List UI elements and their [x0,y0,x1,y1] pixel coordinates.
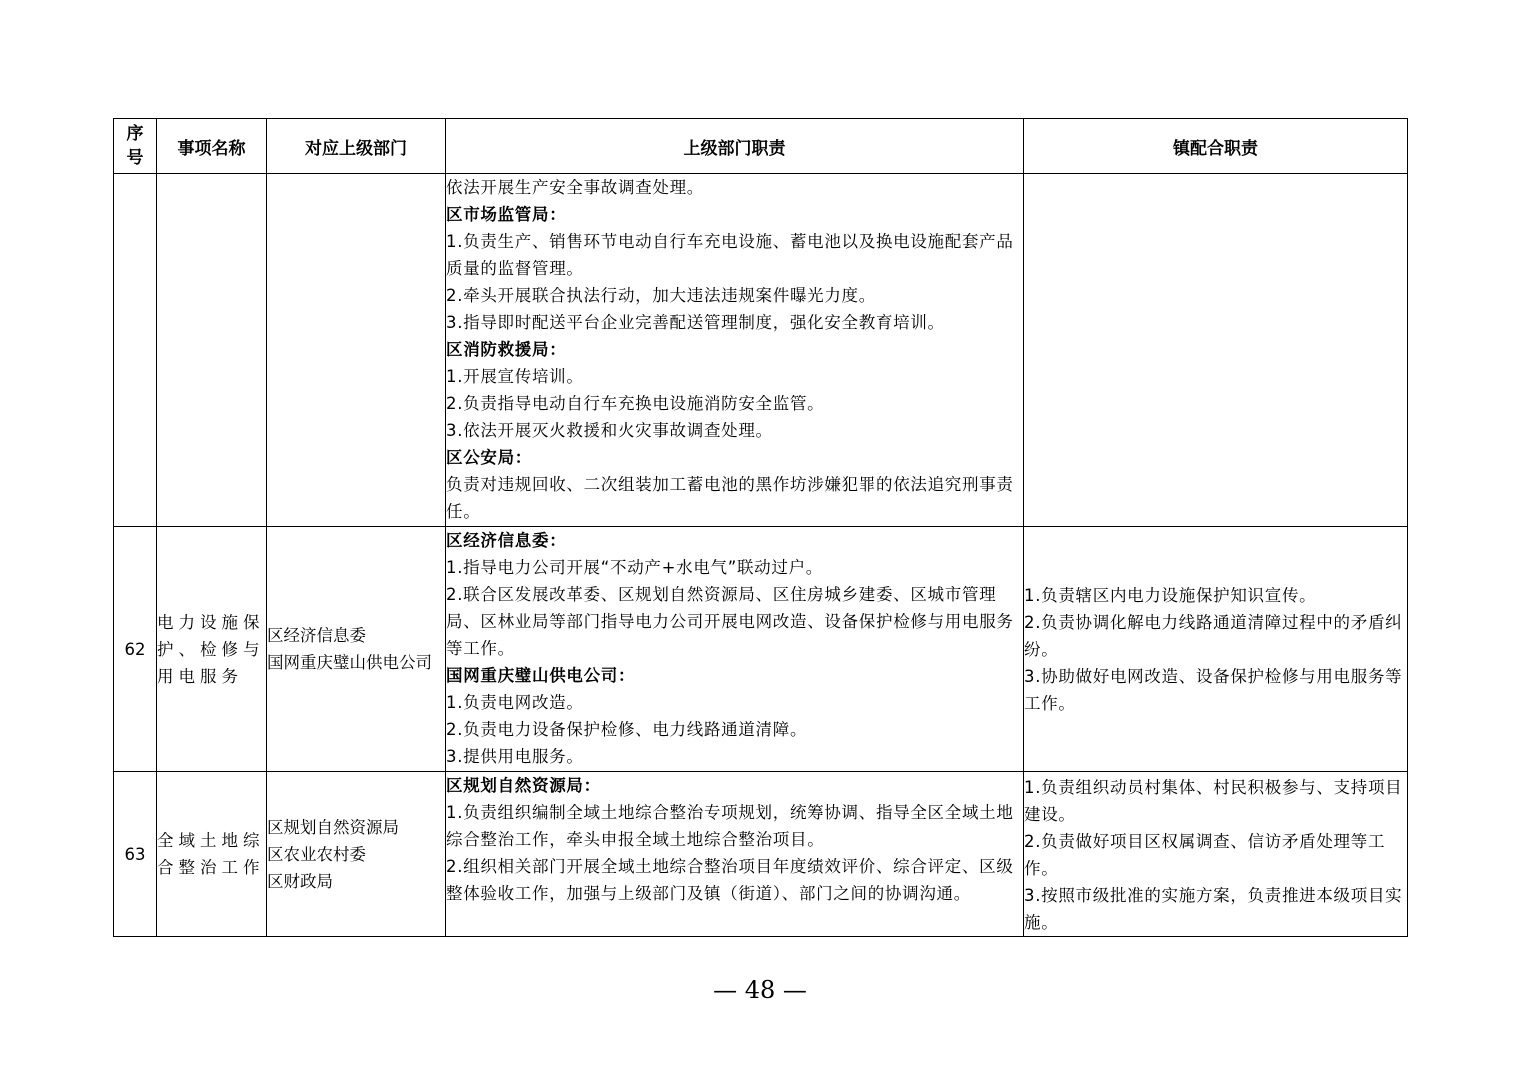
duty-line: 2.组织相关部门开展全域土地综合整治项目年度绩效评价、综合评定、区级整体验收工作，加强与上级部门及镇（街道）、部门之间的协调沟通。 [446,857,1014,903]
duty-line: 3.依法开展灭火救援和火灾事故调查处理。 [446,421,773,440]
dept-name: 区农业农村委 [267,844,366,864]
row-number [114,174,157,527]
duty-line: 2.联合区发展改革委、区规划自然资源局、区住房城乡建委、区城市管理局、区林业局等部门指导电力公司开展电网改造、设备保护检修与用电服务等工作。 [446,585,1014,658]
duty-dept-heading: 区消防救援局： [446,340,567,359]
dept-name: 区经济信息委 [267,626,366,645]
dept-name: 区规划自然资源局 [267,817,399,837]
duty-line: 1.开展宣传培训。 [446,367,584,386]
duty-line: 3.提供用电服务。 [446,747,584,766]
duty-dept-heading: 区市场监管局： [446,205,567,224]
duty-dept-heading: 区规划自然资源局： [446,776,601,795]
town-duty-cell [1024,527,1408,772]
town-duty-line: 3.协助做好电网改造、设备保护检修与用电服务等工作。 [1024,666,1403,713]
town-duty-cell [1024,772,1408,937]
upper-dept-cell [267,174,446,527]
duty-line: 1.负责生产、销售环节电动自行车充电设施、蓄电池以及换电设施配套产品质量的监督管理。 [446,232,1014,278]
duty-dept-heading: 国网重庆璧山供电公司： [446,666,636,685]
duty-line: 3.指导即时配送平台企业完善配送管理制度，强化安全教育培训。 [446,313,945,332]
upper-duty-cell [446,527,1024,772]
town-duty-line: 1.负责组织动员村集体、村民积极参与、支持项目建设。 [1024,778,1403,824]
upper-duty-cell [446,174,1024,527]
header-item-name: 事项名称 [157,119,267,174]
table-row [114,174,1408,527]
item-name: 全域土地综合整治工作 [157,772,267,937]
duty-line: 1.负责电网改造。 [446,693,584,712]
upper-dept-cell [267,772,446,937]
responsibility-table [113,118,1408,937]
row-number: 63 [114,772,157,937]
row-number: 62 [114,527,157,772]
duty-line: 负责对违规回收、二次组装加工蓄电池的黑作坊涉嫌犯罪的依法追究刑事责任。 [446,475,1014,521]
duty-line: 2.负责电力设备保护检修、电力线路通道清障。 [446,720,808,739]
duty-line: 1.指导电力公司开展“不动产+水电气”联动过户。 [446,558,823,577]
dept-name: 区财政局 [267,871,333,891]
table-row [114,527,1408,772]
dept-name: 国网重庆璧山供电公司 [267,653,432,672]
town-duty-line: 1.负责辖区内电力设施保护知识宣传。 [1024,585,1317,605]
duty-line: 2.负责指导电动自行车充换电设施消防安全监管。 [446,394,825,413]
town-duty-line: 2.负责做好项目区权属调查、信访矛盾处理等工作。 [1024,832,1386,878]
item-name: 电力设施保护、检修与用电服务 [157,527,267,772]
header-seq: 序 号 [114,119,157,174]
header-town-duty: 镇配合职责 [1024,119,1408,174]
header-upper-duty: 上级部门职责 [446,119,1024,174]
town-duty-line: 2.负责协调化解电力线路通道清障过程中的矛盾纠纷。 [1024,612,1403,659]
header-upper-dept: 对应上级部门 [267,119,446,174]
town-duty-line: 3.按照市级批准的实施方案，负责推进本级项目实施。 [1024,886,1403,932]
upper-duty-cell [446,772,1024,937]
upper-dept-cell [267,527,446,772]
town-duty-cell [1024,174,1408,527]
table-row [114,772,1408,937]
page-number: — 48 — [713,976,807,1004]
duty-dept-heading: 区经济信息委： [446,531,567,550]
duty-line: 2.牵头开展联合执法行动，加大违法违规案件曝光力度。 [446,286,876,305]
duty-line: 依法开展生产安全事故调查处理。 [446,178,704,197]
table-header-row [114,119,1408,174]
item-name [157,174,267,527]
duty-line: 1.负责组织编制全域土地综合整治专项规划，统筹协调、指导全区全域土地综合整治工作，牵头申报全域土地综合整治项目。 [446,803,1014,849]
duty-dept-heading: 区公安局： [446,448,532,467]
